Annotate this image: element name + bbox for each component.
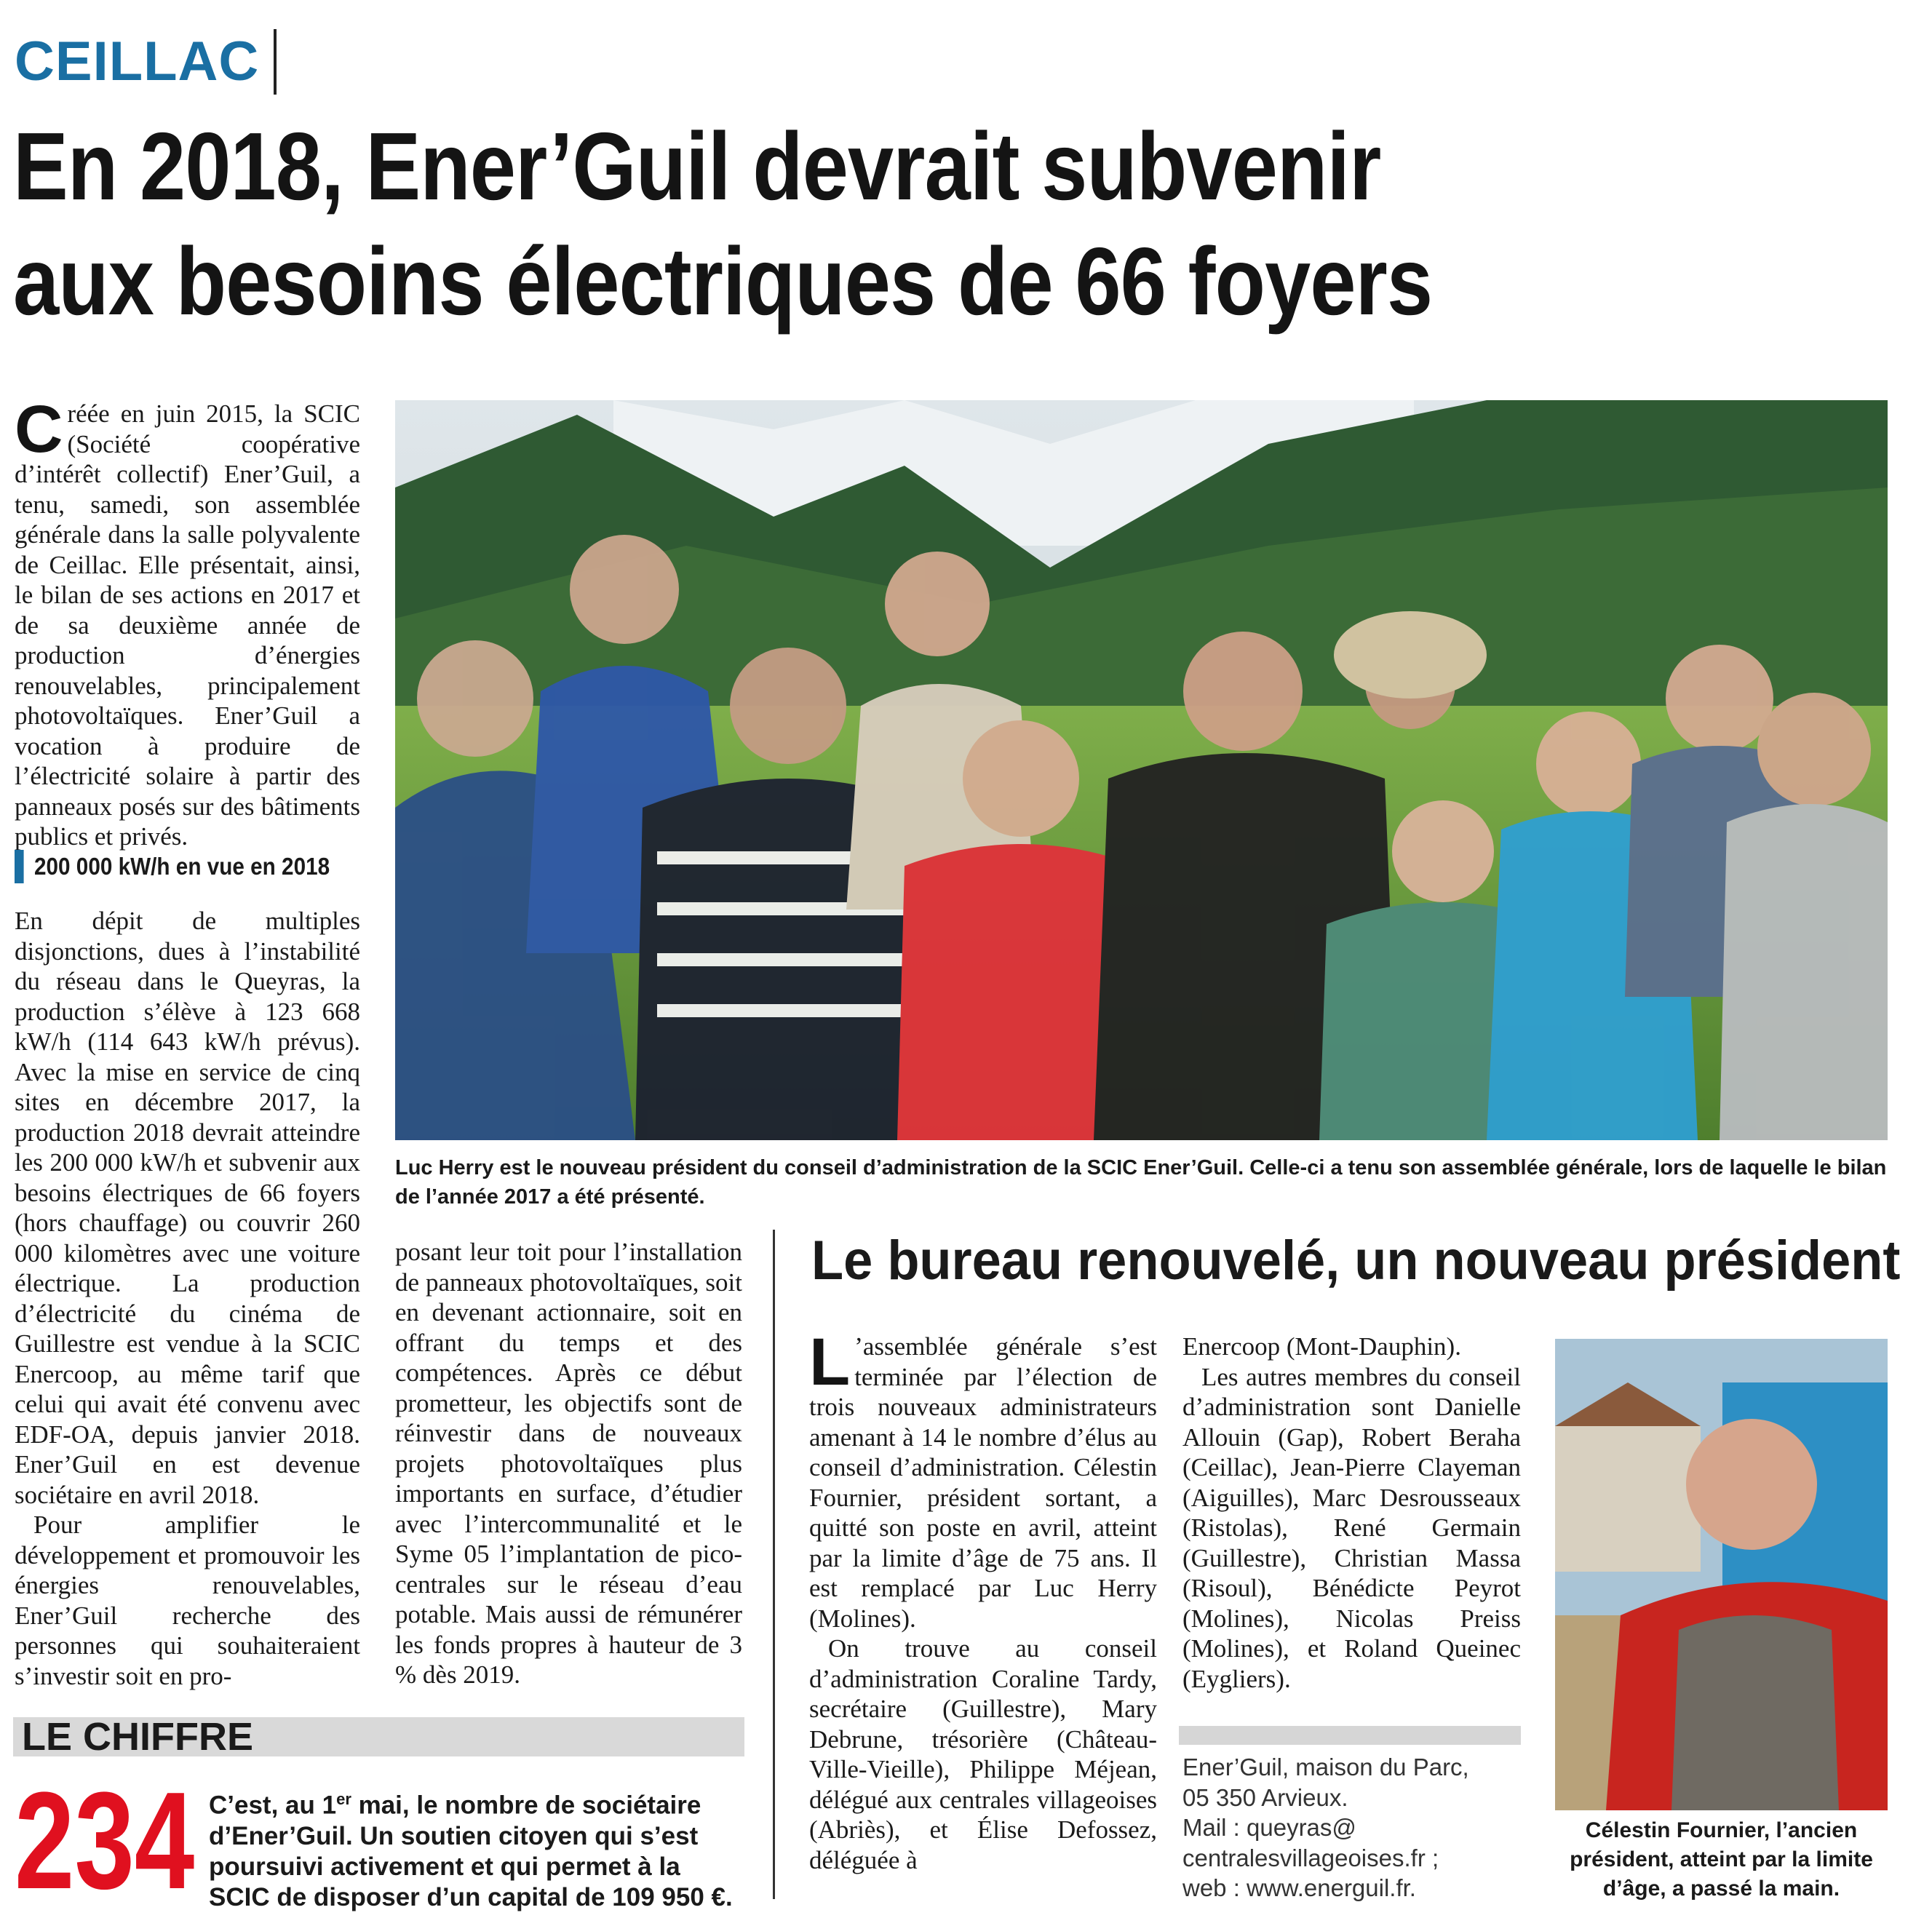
figure-text — [209, 1784, 747, 1913]
intro-text: réée en juin 2015, la SCIC (Société coopérative d’intérêt collectif) Ener’Guil, a tenu, samedi, son assemblée générale dans la salle polyvalente de Ceillac. Elle présentait, ainsi, le bilan de ses actions en 2017 et de sa deuxième année de production d’énergies renouvelables, principalement photovoltaïques. Ener’Guil a vocation à produire de l’électricité solaire à partir des panneaux posés sur des bâtiments publics et privés. — [15, 399, 360, 851]
photo-caption: Luc Herry est le nouveau président du conseil d’administration de la SCIC Ener’Guil. Celle-ci a tenu son assemblée générale, lors de laquelle le bilan de l’année 2017 a été présenté. — [395, 1156, 1887, 1209]
contact-line: web : www.energuil.fr. — [1182, 1874, 1416, 1901]
group-photo — [395, 400, 1888, 1140]
box-title: Le bureau renouvelé, un nouveau président — [811, 1230, 1901, 1292]
column-divider — [773, 1230, 775, 1899]
body-column-1 — [15, 906, 360, 1691]
headline — [13, 109, 1640, 339]
group-photo-illustration — [395, 400, 1888, 1140]
box-column-2 — [1182, 1332, 1521, 1694]
box-paragraph-3: Enercoop (Mont-Dauphin). — [1182, 1332, 1461, 1361]
figure-text-superscript: er — [336, 1790, 351, 1808]
portrait-illustration — [1555, 1339, 1888, 1810]
body-column-2 — [395, 1237, 742, 1690]
body-paragraph-3: posant leur toit pour l’installation de panneaux photovoltaïques, soit en devenant actionnaire, soit en offrant du temps et des compétences. Après ce début prometteur, les objectifs sont de réinvestir dans de nouveaux projets photovoltaïques plus importants en surface, d’étudier avec l’intercommunalité et le Syme 05 l’implantation de pico-centrales sur le réseau d’eau potable. Mais aussi de rémunérer les fonds propres à hauteur de 3 % dès 2019. — [395, 1238, 742, 1689]
headline-line-1: En 2018, Ener’Guil devrait subvenir — [13, 113, 1381, 220]
section-subhead: 200 000 kW/h en vue en 2018 — [15, 850, 349, 883]
intro-dropcap: C — [15, 392, 63, 466]
contact-info — [1182, 1752, 1546, 1903]
contact-line: Mail : queyras@ — [1182, 1814, 1356, 1841]
portrait-photo — [1555, 1339, 1888, 1810]
contact-line: 05 350 Arvieux. — [1182, 1783, 1348, 1811]
box-paragraph-4: Les autres membres du conseil d’administration sont Danielle Allouin (Gap), Robert Beraha (Ceillac), Jean-Pierre Clayeman (Aiguilles), Marc Desrousseaux (Ristolas), René Germain (Guillestre), Christian Massa (Risoul), Bénédicte Peyrot (Molines), Nicolas Preiss (Molines), et Roland Queinec (Eygliers). — [1182, 1362, 1521, 1693]
figure-text-start: C’est, au 1 — [209, 1791, 337, 1820]
box-dropcap: L — [809, 1325, 851, 1399]
figure-label: LE CHIFFRE — [13, 1717, 744, 1756]
box-paragraph-2: On trouve au conseil d’administration Coraline Tardy, secrétaire (Guillestre), Mary Debrune, trésorière (Château-Ville-Vieille), Philippe Méjean, délégué aux centrales villageoises (Abriès), et Élise Defossez, déléguée à — [809, 1634, 1157, 1874]
intro-paragraph — [15, 392, 360, 852]
body-paragraph-1: En dépit de multiples disjonctions, dues à l’instabilité du réseau dans le Queyras, la production s’élève à 123 668 kW/h (114 643 kW/h prévus). Avec la mise en service de cinq sites en décembre 2017, la production 2018 devrait atteindre les 200 000 kW/h et subvenir aux besoins électriques de 66 foyers (hors chauffage) ou couvrir 260 000 kilomètres avec une voiture électrique. La production d’électricité du cinéma de Guillestre est vendue à la SCIC Enercoop, au même tarif que celui qui avait été convenu avec EDF-OA, depuis janvier 2018. Ener’Guil en est devenue sociétaire en avril 2018. — [15, 907, 360, 1509]
figure-text-end: mai, le nombre de sociétaire d’Ener’Guil. Un soutien citoyen qui s’est poursuivi activement et qui permet à la SCIC de disposer d’un capital de 109 950 €. — [209, 1791, 733, 1911]
contact-line: Ener’Guil, maison du Parc, — [1182, 1754, 1469, 1780]
body-paragraph-2: Pour amplifier le développement et promouvoir les énergies renouvelables, Ener’Guil recherche des personnes qui souhaiteraient s’investir soit en pro- — [15, 1511, 360, 1690]
figure-number: 234 — [15, 1764, 195, 1918]
section-label: CEILLAC — [15, 29, 277, 95]
contact-divider — [1179, 1726, 1521, 1745]
box-paragraph-1: ’assemblée générale s’est terminée par l’élection de trois nouveaux administrateurs amenant à 14 le nombre d’élus au conseil d’administration. Célestin Fournier, président sortant, a quitté son poste en avril, atteint par la limite d’âge de 75 ans. Il est remplacé par Luc Herry (Molines). — [809, 1332, 1157, 1633]
box-column-1 — [809, 1325, 1157, 1875]
portrait-caption: Célestin Fournier, l’ancien président, atteint par la limite d’âge, a passé la main. — [1570, 1818, 1873, 1901]
contact-line: centralesvillageoises.fr ; — [1182, 1844, 1439, 1871]
headline-line-2: aux besoins électriques de 66 foyers — [13, 228, 1433, 335]
